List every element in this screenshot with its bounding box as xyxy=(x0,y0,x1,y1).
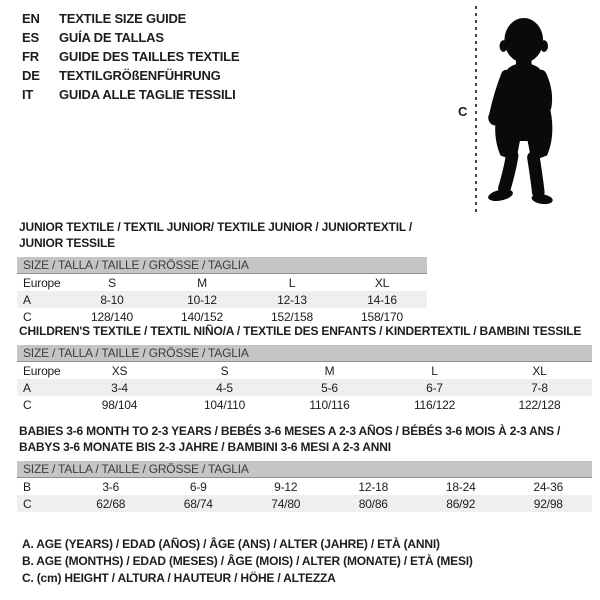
size-value: M xyxy=(324,363,335,378)
size-header-bar: SIZE / TALLA / TAILLE / GRÖSSE / TAGLIA xyxy=(17,461,592,478)
size-value: 4-5 xyxy=(216,380,233,395)
language-title: GUIDE DES TAILLES TEXTILE xyxy=(59,49,240,64)
language-row xyxy=(22,47,239,66)
table-body xyxy=(17,362,592,413)
language-row xyxy=(22,66,239,85)
size-value: 158/170 xyxy=(361,309,403,324)
size-value: 18-24 xyxy=(445,479,476,494)
table-row xyxy=(17,274,427,291)
size-value: 12-13 xyxy=(277,292,307,307)
babies-textile-table xyxy=(17,423,592,512)
footnote-age-years: A. AGE (YEARS) / EDAD (AÑOS) / ÂGE (ANS) / ALTER (JAHRE) / ETÀ (ANNI) xyxy=(22,537,440,551)
row-label: Europe xyxy=(23,275,61,290)
language-row xyxy=(22,28,239,47)
size-value: 24-36 xyxy=(533,479,564,494)
language-row xyxy=(22,9,239,28)
table-body xyxy=(17,478,592,512)
table-row xyxy=(17,291,427,308)
table-row xyxy=(17,362,592,379)
size-value: 86/92 xyxy=(446,496,476,511)
height-measure-label: C xyxy=(458,104,468,119)
size-value: L xyxy=(288,275,296,290)
row-label: A xyxy=(23,380,31,395)
row-label: C xyxy=(23,397,32,412)
size-value: 6-9 xyxy=(189,479,207,494)
size-value: 80/86 xyxy=(358,496,388,511)
table-row xyxy=(17,396,592,413)
language-code: ES xyxy=(22,30,39,45)
row-label: C xyxy=(23,496,32,511)
language-code: DE xyxy=(22,68,40,83)
children-textile-table xyxy=(17,323,592,413)
table-body xyxy=(17,274,427,325)
table-row xyxy=(17,379,592,396)
language-title: GUIDA ALLE TAGLIE TESSILI xyxy=(59,87,236,102)
size-value: 6-7 xyxy=(426,380,443,395)
size-value: 140/152 xyxy=(181,309,223,324)
language-row xyxy=(22,85,239,104)
table-row xyxy=(17,478,592,495)
size-value: 5-6 xyxy=(321,380,338,395)
size-value: XS xyxy=(111,363,128,378)
row-label: Europe xyxy=(23,363,61,378)
table-row xyxy=(17,495,592,512)
size-value: 68/74 xyxy=(183,496,213,511)
language-code: IT xyxy=(22,87,34,102)
size-value: 128/140 xyxy=(91,309,133,324)
size-value: 14-16 xyxy=(367,292,397,307)
footnote-height: C. (cm) HEIGHT / ALTURA / HAUTEUR / HÖHE / ALTEZZA xyxy=(22,571,336,585)
toddler-silhouette-image xyxy=(486,7,578,212)
size-value: 104/110 xyxy=(203,397,246,412)
size-value: 116/122 xyxy=(413,397,456,412)
size-value: 10-12 xyxy=(187,292,217,307)
size-value: L xyxy=(431,363,438,378)
size-value: XL xyxy=(532,363,547,378)
size-value: 110/116 xyxy=(309,397,350,412)
size-value: 12-18 xyxy=(358,479,389,494)
size-value: 152/158 xyxy=(271,309,313,324)
size-value: 122/128 xyxy=(518,397,561,412)
size-header-bar: SIZE / TALLA / TAILLE / GRÖSSE / TAGLIA xyxy=(17,257,427,274)
size-value: 98/104 xyxy=(101,397,138,412)
size-value: 9-12 xyxy=(274,479,298,494)
language-title: TEXTILGRÖßENFÜHRUNG xyxy=(59,68,221,83)
size-value: 8-10 xyxy=(100,292,124,307)
size-value: 74/80 xyxy=(271,496,301,511)
table-title: JUNIOR TEXTILE / TEXTIL JUNIOR/ TEXTILE JUNIOR / JUNIORTEXTIL / JUNIOR TESSILE xyxy=(19,220,413,250)
table-title: CHILDREN'S TEXTILE / TEXTIL NIÑO/A / TEXTILE DES ENFANTS / KINDERTEXTIL / BAMBINI TESSILE xyxy=(19,324,582,338)
size-value: 7-8 xyxy=(531,380,548,395)
row-label: C xyxy=(23,309,32,324)
size-value: 62/68 xyxy=(96,496,126,511)
footnotes xyxy=(22,536,473,587)
junior-textile-table xyxy=(17,219,427,325)
language-title: GUÍA DE TALLAS xyxy=(59,30,164,45)
language-code: FR xyxy=(22,49,39,64)
size-value: 3-4 xyxy=(111,380,128,395)
size-value: S xyxy=(220,363,229,378)
size-value: XL xyxy=(374,275,390,290)
size-value: M xyxy=(197,275,207,290)
size-value: S xyxy=(108,275,116,290)
table-title: BABIES 3-6 MONTH TO 2-3 YEARS / BEBÉS 3-6 MESES A 2-3 AÑOS / BÉBÉS 3-6 MOIS À 2-3 ANS / BABYS 3-6 MONATE BIS 2-3 JAHRE / BAMBINI 3-6 MESI A 2-3 ANNI xyxy=(19,424,561,454)
row-label: A xyxy=(23,292,31,307)
row-label: B xyxy=(23,479,31,494)
height-measure-line xyxy=(475,6,477,212)
size-value: 92/98 xyxy=(533,496,563,511)
size-value: 3-6 xyxy=(102,479,120,494)
language-title: TEXTILE SIZE GUIDE xyxy=(59,11,187,26)
language-code: EN xyxy=(22,11,40,26)
footnote-age-months: B. AGE (MONTHS) / EDAD (MESES) / ÂGE (MOIS) / ALTER (MONATE) / ETÀ (MESI) xyxy=(22,554,473,568)
language-list xyxy=(22,9,239,104)
size-header-bar: SIZE / TALLA / TAILLE / GRÖSSE / TAGLIA xyxy=(17,345,592,362)
